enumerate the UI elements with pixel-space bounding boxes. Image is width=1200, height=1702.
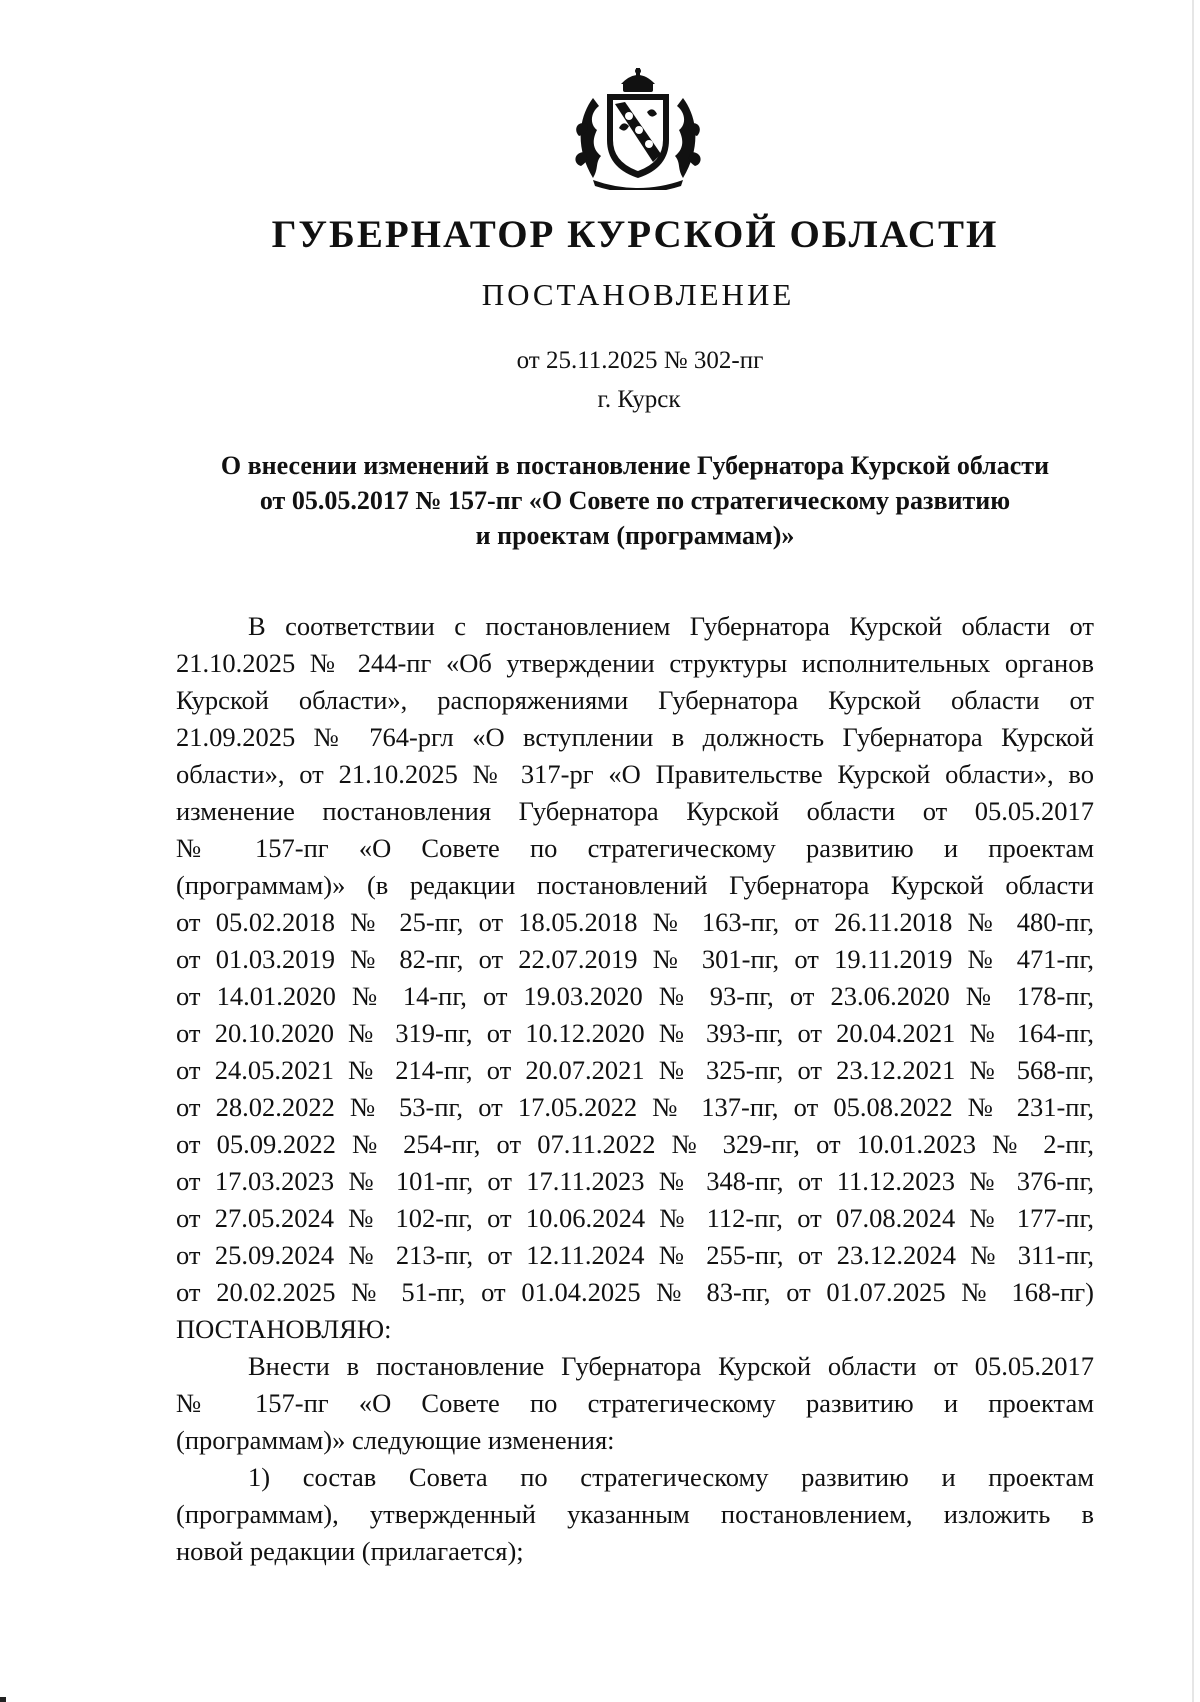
list-item-1: 1) состав Совета по стратегическому развитию и проектам [248, 1462, 1094, 1492]
body-line: № 157-пг «О Совете по стратегическому развитию и проектам [176, 833, 1094, 863]
document-date-number: от 25.11.2025 № 302-пг [516, 347, 764, 374]
title-line: от 05.05.2017 № 157-пг «О Совете по стратегическому развитию [259, 486, 1011, 515]
body-line: В соответствии с постановлением Губернатора Курской области от [248, 611, 1094, 641]
body-line: от 20.02.2025 № 51-пг, от 01.04.2025 № 83-пг, от 01.07.2025 № 168-пг) [176, 1277, 1094, 1307]
body-line: от 17.03.2023 № 101-пг, от 17.11.2023 № 348-пг, от 11.12.2023 № 376-пг, [176, 1166, 1094, 1196]
title-line: О внесении изменений в постановление Губернатора Курской области [220, 451, 1050, 480]
body-line: от 24.05.2021 № 214-пг, от 20.07.2021 № 325-пг, от 23.12.2021 № 568-пг, [176, 1055, 1094, 1085]
body-line: Внести в постановление Губернатора Курской области от 05.05.2017 [248, 1351, 1094, 1381]
body-line: от 14.01.2020 № 14-пг, от 19.03.2020 № 93-пг, от 23.06.2020 № 178-пг, [176, 981, 1094, 1011]
body-line: от 27.05.2024 № 102-пг, от 10.06.2024 № 112-пг, от 07.08.2024 № 177-пг, [176, 1203, 1094, 1233]
body-line: от 28.02.2022 № 53-пг, от 17.05.2022 № 137-пг, от 05.08.2022 № 231-пг, [176, 1092, 1094, 1122]
document-type: ПОСТАНОВЛЕНИЕ [481, 277, 795, 312]
resolve-keyword: ПОСТАНОВЛЯЮ: [176, 1314, 392, 1344]
body-line: (программам)» (в редакции постановлений Губернатора Курской области [176, 870, 1094, 900]
document-title [170, 448, 1100, 553]
scan-edge-line [1192, 0, 1194, 1702]
body-line: изменение постановления Губернатора Курской области от 05.05.2017 [176, 796, 1094, 826]
kursk-coat-of-arms-icon [563, 68, 713, 190]
body-line: от 20.10.2020 № 319-пг, от 10.12.2020 № 393-пг, от 20.04.2021 № 164-пг, [176, 1018, 1094, 1048]
issuer-heading: ГУБЕРНАТОР КУРСКОЙ ОБЛАСТИ [271, 213, 999, 256]
body-line: от 25.09.2024 № 213-пг, от 12.11.2024 № 255-пг, от 23.12.2024 № 311-пг, [176, 1240, 1094, 1270]
body-line: (программам), утвержденный указанным постановлением, изложить в [176, 1499, 1094, 1529]
title-line: и проектам (программам)» [475, 521, 795, 550]
body-line: 21.09.2025 № 764-ргл «О вступлении в должность Губернатора Курской [176, 722, 1094, 752]
body-line: (программам)» следующие изменения: [176, 1425, 615, 1455]
body-line: Курской области», распоряжениями Губернатора Курской области от [176, 685, 1094, 715]
scan-corner-mark [0, 1697, 6, 1702]
body-line: от 05.02.2018 № 25-пг, от 18.05.2018 № 163-пг, от 26.11.2018 № 480-пг, [176, 907, 1094, 937]
document-body [176, 608, 1094, 1570]
body-line: области», от 21.10.2025 № 317-рг «О Правительстве Курской области», во [176, 759, 1094, 789]
body-line: новой редакции (прилагается); [176, 1536, 524, 1566]
body-line: от 01.03.2019 № 82-пг, от 22.07.2019 № 301-пг, от 19.11.2019 № 471-пг, [176, 944, 1094, 974]
body-line: 21.10.2025 № 244-пг «Об утверждении структуры исполнительных органов [176, 648, 1094, 678]
body-line: от 05.09.2022 № 254-пг, от 07.11.2022 № 329-пг, от 10.01.2023 № 2-пг, [176, 1129, 1094, 1159]
body-line: № 157-пг «О Совете по стратегическому развитию и проектам [176, 1388, 1094, 1418]
document-city: г. Курск [597, 386, 681, 413]
